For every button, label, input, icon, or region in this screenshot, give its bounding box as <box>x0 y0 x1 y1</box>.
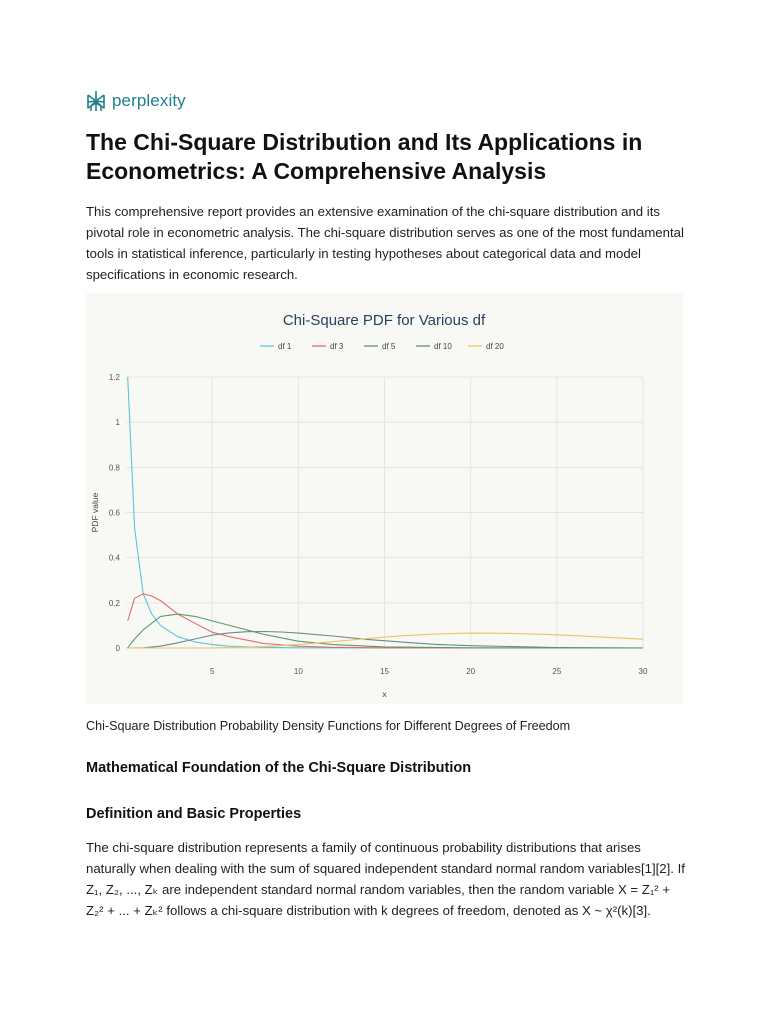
y-tick-label: 0.2 <box>108 598 120 608</box>
x-tick-label: 20 <box>466 667 476 676</box>
x-tick-label: 25 <box>552 667 562 676</box>
brand-logo[interactable] <box>86 90 186 112</box>
legend-label-5: df 5 <box>382 342 396 351</box>
series-line-df-10 <box>128 632 643 649</box>
y-tick-label: 0.6 <box>108 508 120 518</box>
x-tick-label: 10 <box>293 667 303 676</box>
perplexity-logo-icon <box>86 90 106 112</box>
y-tick-label: 0 <box>115 644 120 653</box>
y-tick-label: 0.4 <box>108 553 120 563</box>
intro-paragraph: This comprehensive report provides an extensive examination of the chi-square distribution and its pivotal role in econometric analysis. The chi-square distribution serves as one of the most fundamental tools in statistical inference, particularly in testing hypotheses about categorical data and model specifications in economic research. <box>86 204 684 282</box>
section-heading: Mathematical Foundation of the Chi-Square Distribution <box>86 760 472 776</box>
legend-label-1: df 1 <box>278 342 292 351</box>
body-paragraph: The chi-square distribution represents a family of continuous probability distributions that arises naturally when dealing with the sum of squared independent standard normal random variables[1][2]. If Z₁, Z₂, ..., Zₖ are independent standard normal random variables, then the random variable X = Z₁² + Z₂² + ... + Zₖ² follows a chi-square distribution with k degrees of freedom, denoted as X ~ χ²(k)[3]. <box>86 840 685 918</box>
x-tick-label: 15 <box>380 667 389 676</box>
y-axis-title: PDF value <box>90 492 100 533</box>
page-title: The Chi-Square Distribution and Its Applications in Econometrics: A Comprehensive Analysis <box>86 129 643 184</box>
legend-label-20: df 20 <box>486 342 504 351</box>
y-tick-label: 1.2 <box>108 373 120 382</box>
x-axis-title: x <box>382 689 387 699</box>
series-line-df-3 <box>128 594 643 648</box>
legend-label-10: df 10 <box>434 342 452 351</box>
x-tick-label: 5 <box>209 667 215 676</box>
y-tick-label: 0.8 <box>108 463 120 473</box>
chart-container <box>86 293 683 704</box>
brand-name: perplexity <box>112 91 186 110</box>
chi-square-chart <box>86 293 683 704</box>
figure-caption: Chi-Square Distribution Probability Density Functions for Different Degrees of Freedom <box>86 719 571 733</box>
series-line-df-5 <box>128 614 643 648</box>
x-tick-label: 30 <box>638 667 648 676</box>
chart-title: Chi-Square PDF for Various df <box>282 312 486 329</box>
subsection-heading: Definition and Basic Properties <box>86 806 302 822</box>
y-tick-label: 1 <box>115 418 120 428</box>
legend-label-3: df 3 <box>330 342 344 351</box>
